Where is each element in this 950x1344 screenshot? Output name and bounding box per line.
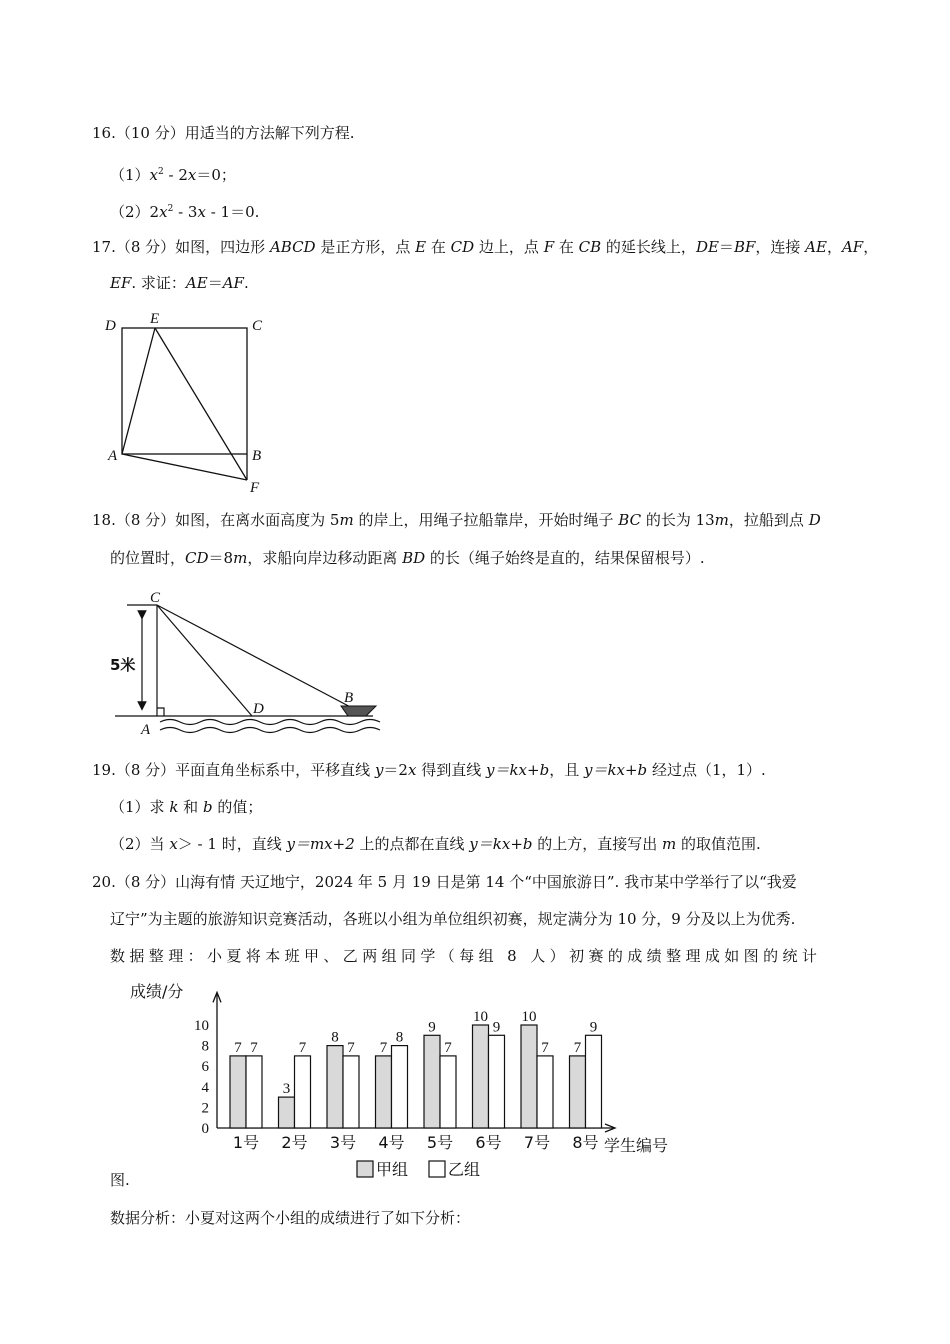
y-tick-label: 10 (194, 1018, 209, 1034)
x-tick-label: 4号 (378, 1133, 405, 1152)
right-angle-mark (157, 708, 164, 716)
q16-part2: $(2)2x^2 - 3x - 1=0$. (110, 203, 260, 221)
x-tick-label: 7号 (523, 1133, 551, 1152)
bar-yi-5 (440, 1056, 456, 1128)
bar-yi-3 (343, 1056, 359, 1128)
q20-line4: 图. (110, 1171, 130, 1189)
q17-line1: 17.（8 分）如图，四边形 ABCD 是正方形，点 E 在 CD 边上，点 F 在 CB 的延长线上，DE＝BF，连接 AE，AF， (92, 238, 879, 256)
q20-line5: 数据分析：小夏对这两个小组的成绩进行了如下分析： (110, 1209, 471, 1227)
q18-line1: 18.（8 分）如图，在离水面高度为 5m 的岸上，用绳子拉船靠岸，开始时绳子 BC 的长为 13m，拉船到点 D (92, 511, 821, 529)
label-c: C (252, 318, 263, 334)
x-tick-label: 1号 (232, 1133, 260, 1152)
data-label: 7 (573, 1039, 582, 1056)
data-label: 9 (589, 1019, 598, 1036)
bar-jia-6 (473, 1025, 489, 1128)
chart-ylabel: 成绩/分 (130, 982, 184, 1001)
bar-yi-4 (392, 1046, 408, 1128)
square-abcd (122, 328, 247, 454)
legend-label-yi: 乙组 (448, 1160, 481, 1179)
q16-part1: $(1)x^2 - 2x=0$； (110, 166, 236, 184)
data-label: 10 (473, 1009, 488, 1025)
label-b: B (252, 448, 262, 464)
data-label: 9 (428, 1019, 436, 1036)
data-label: 3 (282, 1081, 291, 1098)
segment-ae (122, 328, 155, 454)
q19-part1: （1）求 k 和 b 的值； (110, 798, 263, 816)
boat-icon (341, 706, 376, 716)
height-label: 5米 (110, 656, 136, 674)
bar-jia-2 (279, 1097, 295, 1128)
segment-ef (155, 328, 247, 480)
y-tick-label: 6 (201, 1059, 209, 1076)
label-d: D (253, 701, 264, 717)
bar-jia-1 (230, 1056, 246, 1128)
data-label: 9 (492, 1019, 501, 1036)
score-bar-chart (130, 975, 690, 1190)
label-c: C (150, 590, 161, 606)
label-b: B (344, 690, 354, 706)
data-label: 7 (234, 1039, 242, 1056)
label-a: A (141, 722, 151, 738)
x-tick-label: 2号 (281, 1133, 308, 1152)
label-e: E (150, 311, 160, 327)
x-tick-label: 6号 (475, 1133, 502, 1152)
data-label: 7 (347, 1039, 355, 1056)
data-label: 7 (298, 1039, 307, 1056)
legend-label-jia: 甲组 (376, 1160, 409, 1179)
bar-jia-5 (424, 1035, 440, 1128)
x-tick-label: 3号 (329, 1133, 357, 1152)
bar-yi-7 (537, 1056, 553, 1128)
y-tick-label: 0 (201, 1121, 209, 1137)
bar-jia-4 (376, 1056, 392, 1128)
q17-line2: EF. 求证：AE＝AF. (110, 274, 249, 292)
label-f: F (250, 480, 260, 496)
bar-yi-1 (246, 1056, 262, 1128)
segment-cd (157, 605, 252, 716)
bar-jia-3 (327, 1046, 343, 1128)
bar-jia-8 (570, 1056, 586, 1128)
data-label: 8 (395, 1029, 404, 1046)
x-tick-label: 8号 (572, 1133, 599, 1152)
bar-yi-8 (586, 1035, 602, 1128)
chart-xlabel: 学生编号 (604, 1136, 669, 1155)
q19-part2: （2）当 x＞ - 1 时，直线 y＝mx+2 上的点都在直线 y＝kx+b 的上方，直接写出 m 的取值范围. (110, 835, 761, 853)
bar-jia-7 (521, 1025, 537, 1128)
q20-line3: 数据整理：小夏将本班甲、乙两组同学（每组 8 人）初赛的成绩整理成如图的统计 (110, 947, 822, 965)
square-figure (100, 308, 280, 498)
wave-2 (160, 728, 380, 733)
boat-figure (100, 585, 390, 740)
y-tick-label: 8 (201, 1038, 209, 1055)
y-tick-label: 2 (201, 1100, 209, 1117)
q18-line2: 的位置时，CD＝8m，求船向岸边移动距离 BD 的长（绳子始终是直的，结果保留根号）. (110, 549, 705, 567)
legend-swatch-yi (429, 1161, 445, 1177)
x-tick-label: 5号 (426, 1133, 454, 1152)
data-label: 7 (541, 1039, 549, 1056)
label-d: D (105, 318, 116, 334)
data-label: 8 (331, 1029, 339, 1046)
y-tick-label: 4 (201, 1079, 209, 1096)
data-label: 7 (250, 1039, 258, 1056)
segment-af (122, 454, 247, 480)
data-label: 7 (444, 1039, 452, 1056)
bar-yi-2 (295, 1056, 311, 1128)
q20-line1: 20.（8 分）山海有情 天辽地宁，2024 年 5 月 19 日是第 14 个“中国旅游日”. 我市某中学举行了以“我爱 (92, 873, 797, 891)
data-label: 10 (521, 1009, 537, 1025)
q20-line2: 辽宁”为主题的旅游知识竞赛活动，各班以小组为单位组织初赛，规定满分为 10 分，9 分及以上为优秀. (110, 910, 796, 928)
bar-yi-6 (489, 1035, 505, 1128)
wave-1 (160, 720, 380, 725)
q16-heading: 16.（10 分）用适当的方法解下列方程. (92, 124, 355, 142)
segment-cb (157, 605, 358, 711)
q19-line1: 19.（8 分）平面直角坐标系中，平移直线 y＝2x 得到直线 y＝kx+b，且 y＝kx+b 经过点（1，1）. (92, 761, 766, 779)
data-label: 7 (379, 1039, 388, 1056)
label-a: A (108, 448, 118, 464)
legend-swatch-jia (357, 1161, 373, 1177)
